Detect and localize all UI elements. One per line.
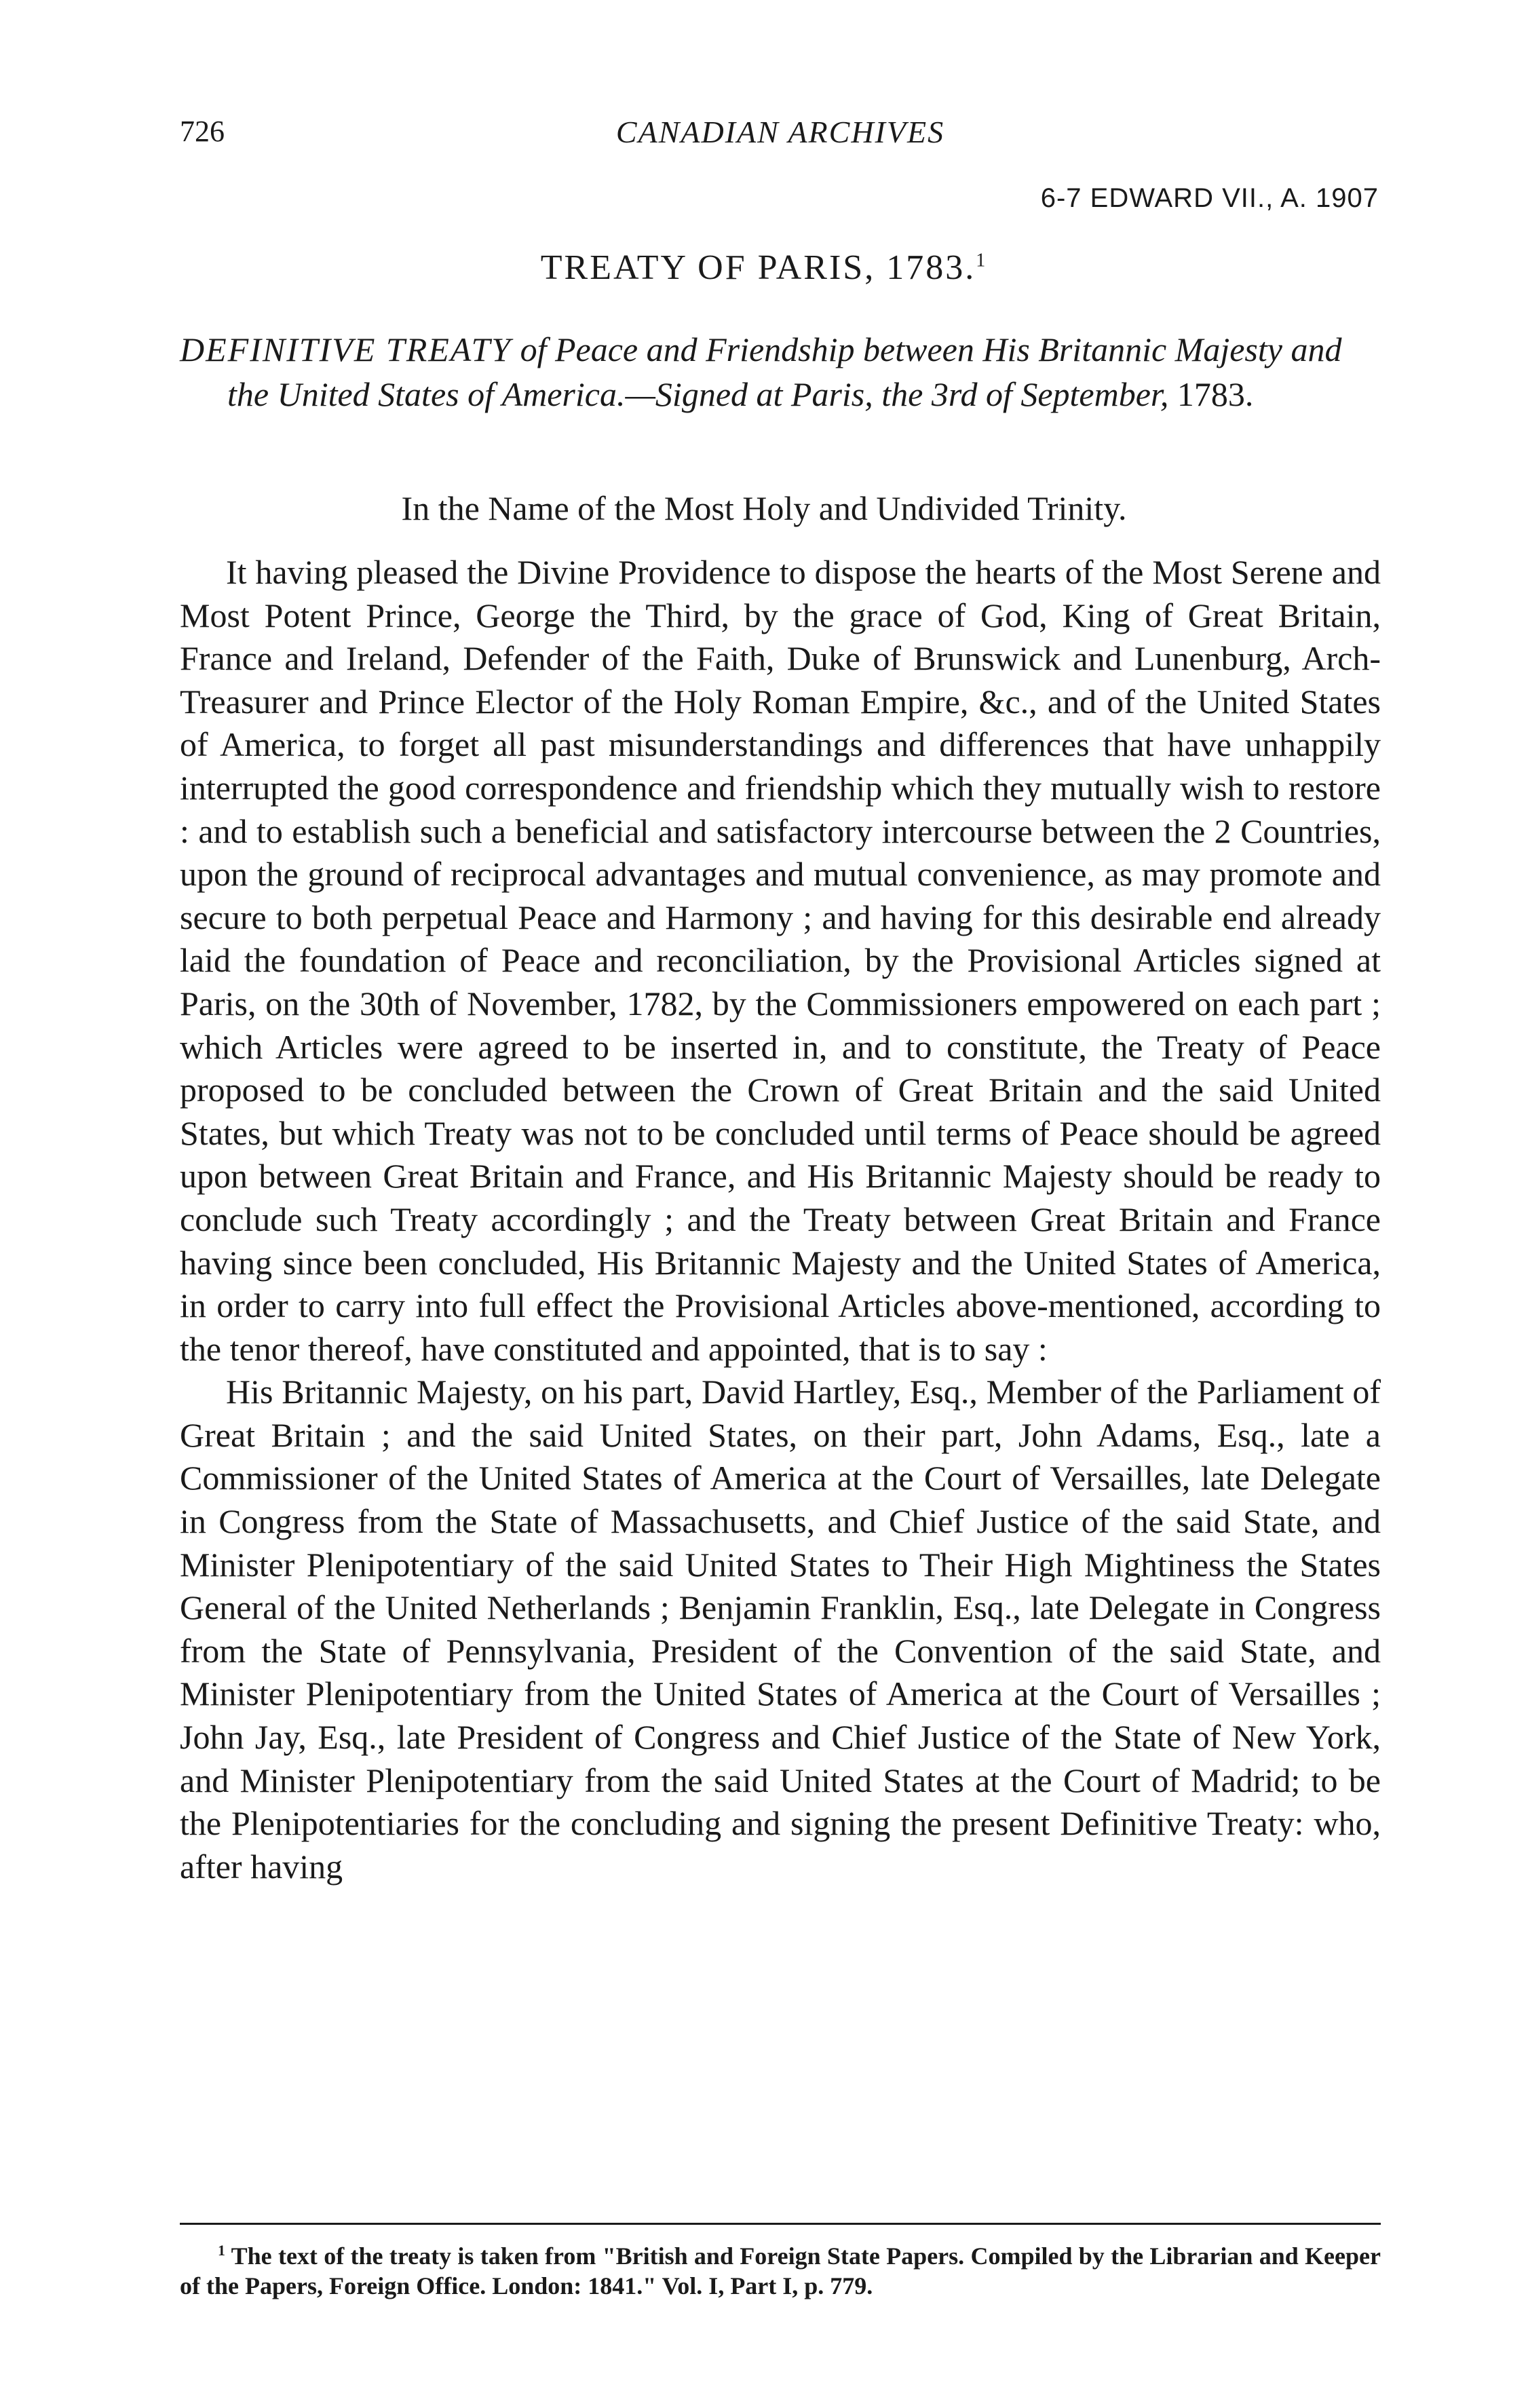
footnote xyxy=(180,2236,1381,2301)
subtitle-lead: DEFINITIVE TREATY xyxy=(180,330,512,368)
document-subtitle xyxy=(180,327,1381,417)
journal-title: CANADIAN ARCHIVES xyxy=(615,115,945,149)
paragraph-preamble: It having pleased the Divine Providence to dispose the hearts of the Most Serene and Most Potent Prince, George the Third, by the grace of God, King of Great Britain, France and Ireland, Defender of the Faith, Duke of Brunswick and Lunenburg, Arch-Treasurer and Prince Elector of the Holy Roman Empire, &c., and of the United States of America, to forget all past misunderstandings and differences that have unhappily interrupted the good correspondence and friendship which they mutually wish to restore : and to establish such a beneficial and satisfactory intercourse between the 2 Countries, upon the ground of reciprocal advantages and mutual convenience, as may promote and secure to both perpetual Peace and Harmony ; and having for this desirable end already laid the foundation of Peace and reconciliation, by the Provisional Articles signed at Paris, on the 30th of November, 1782, by the Commissioners empowered on each part ; which Articles were agreed to be inserted in, and to constitute, the Treaty of Peace proposed to be concluded between the Crown of Great Britain and the said United States, but which Treaty was not to be concluded until terms of Peace should be agreed upon between Great Britain and France, and His Britannic Majesty should be ready to conclude such Treaty accordingly ; and the Treaty between Great Britain and France having since been concluded, His Britannic Majesty and the United States of America, in order to carry into full effect the Provisional Articles above-mentioned, according to the tenor thereof, have constituted and appointed, that is to say : xyxy=(180,553,1381,1368)
treaty-body xyxy=(180,551,1381,1888)
subtitle-text: of Peace and Friendship between His Britannic Majesty and the United States of America.—Signed at Paris, the 3rd of September, xyxy=(227,330,1342,413)
document-title-text: TREATY OF PARIS, 1783. xyxy=(540,248,976,287)
footnote-divider xyxy=(180,2223,1381,2225)
subtitle-year: 1783. xyxy=(1177,375,1254,413)
paragraph-plenipotentiaries: His Britannic Majesty, on his part, David Hartley, Esq., Member of the Parliament of Great Britain ; and the said United States, on their part, John Adams, Esq., late a Commissioner of the United States of America at the Court of Versailles, late Delegate in Congress from the State of Massachusetts, and Chief Justice of the said State, and Minister Plenipotentiary of the said United States to Their High Mightiness the States General of the United Netherlands ; Benjamin Franklin, Esq., late Delegate in Congress from the State of Pennsylvania, President of the Convention of the said State, and Minister Plenipotentiary from the United States of America at the Court of Versailles ; John Jay, Esq., late President of Congress and Chief Justice of the State of New York, and Minister Plenipotentiary from the said United States at the Court of Madrid; to be the Plenipotentiaries for the concluding and signing the present Definitive Treaty: who, after having xyxy=(180,1373,1381,1886)
page-number: 726 xyxy=(180,115,225,148)
document-title xyxy=(0,248,1528,288)
footnote-mark: 1 xyxy=(218,2242,225,2259)
running-head xyxy=(180,114,1381,155)
session-reference: 6-7 EDWARD VII., A. 1907 xyxy=(1040,183,1379,213)
footnote-reference-mark: 1 xyxy=(976,250,988,271)
invocation: In the Name of the Most Holy and Undivided Trinity. xyxy=(401,489,1127,527)
footnote-text: The text of the treaty is taken from "British and Foreign State Papers. Compiled by the Librarian and Keeper of the Papers, Foreign Office. London: 1841." Vol. I, Part I, p. 779. xyxy=(180,2242,1381,2299)
